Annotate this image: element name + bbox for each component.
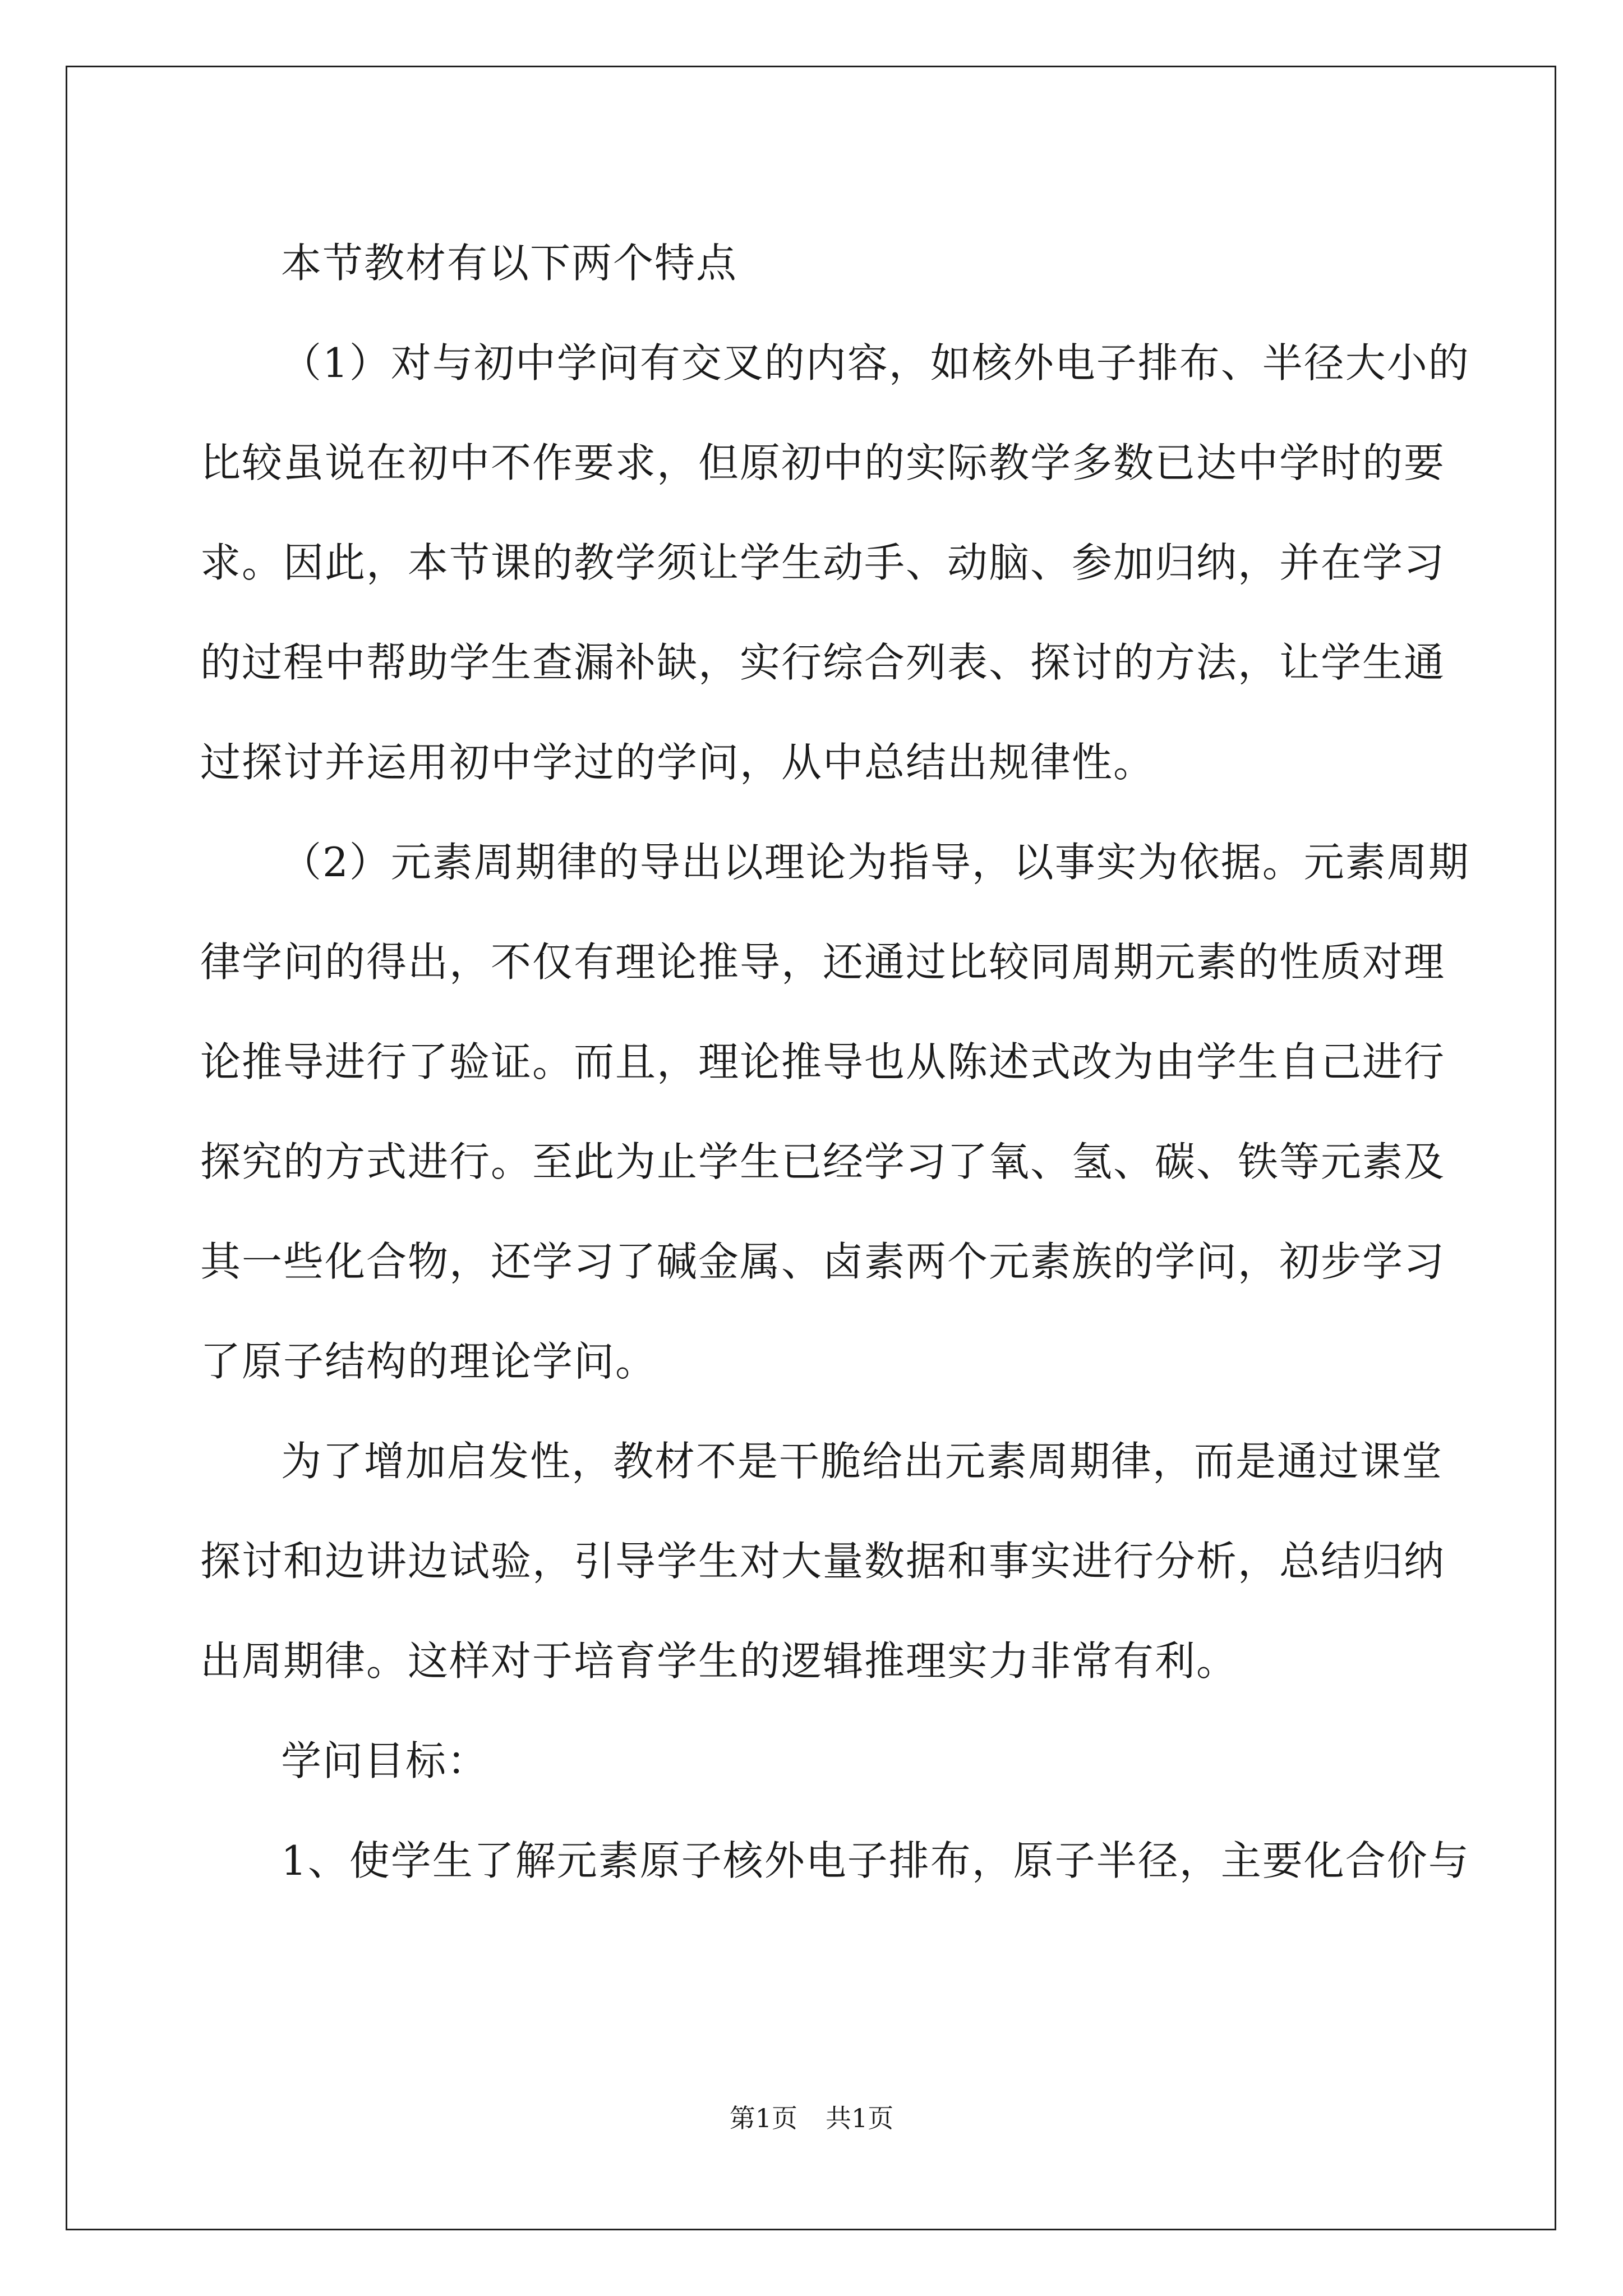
page-number: 第1页 [729, 2103, 797, 2133]
page-total: 共1页 [826, 2103, 894, 2133]
paragraph-line: 探究的方式进行。至此为止学生已经学习了氧、氢、碳、铁等元素及 [200, 1138, 1446, 1185]
paragraph-line: （2）元素周期律的导出以理论为指导，以事实为依据。元素周期 [281, 839, 1470, 886]
paragraph-line: 过探讨并运用初中学过的学问，从中总结出规律性。 [200, 739, 1155, 786]
paragraph-line: 其一些化合物，还学习了碱金属、卤素两个元素族的学问，初步学习 [200, 1238, 1446, 1285]
section-heading: 本节教材有以下两个特点 [281, 240, 738, 287]
paragraph-line: 求。因此，本节课的教学须让学生动手、动脑、参加归纳，并在学习 [200, 539, 1446, 586]
paragraph-line: 了原子结构的理论学问。 [200, 1338, 657, 1385]
list-item: 1、使学生了解元素原子核外电子排布，原子半径，主要化合价与 [281, 1837, 1470, 1884]
paragraph-line: （1）对与初中学问有交叉的内容，如核外电子排布、半径大小的 [281, 339, 1470, 386]
paragraph-line: 论推导进行了验证。而且，理论推导也从陈述式改为由学生自己进行 [200, 1038, 1446, 1085]
section-heading: 学问目标： [281, 1737, 489, 1784]
paragraph-line: 探讨和边讲边试验，引导学生对大量数据和事实进行分析，总结归纳 [200, 1538, 1446, 1585]
paragraph-line: 出周期律。这样对于培育学生的逻辑推理实力非常有利。 [200, 1637, 1238, 1685]
page-footer [0, 2101, 1623, 2135]
paragraph-line: 的过程中帮助学生查漏补缺，实行综合列表、探讨的方法，让学生通 [200, 639, 1446, 686]
paragraph-line: 比较虽说在初中不作要求，但原初中的实际教学多数已达中学时的要 [200, 439, 1446, 486]
document-body [200, 213, 1470, 1911]
paragraph-line: 为了增加启发性，教材不是干脆给出元素周期律，而是通过课堂 [281, 1438, 1444, 1485]
paragraph-line: 律学问的得出，不仅有理论推导，还通过比较同周期元素的性质对理 [200, 938, 1446, 986]
